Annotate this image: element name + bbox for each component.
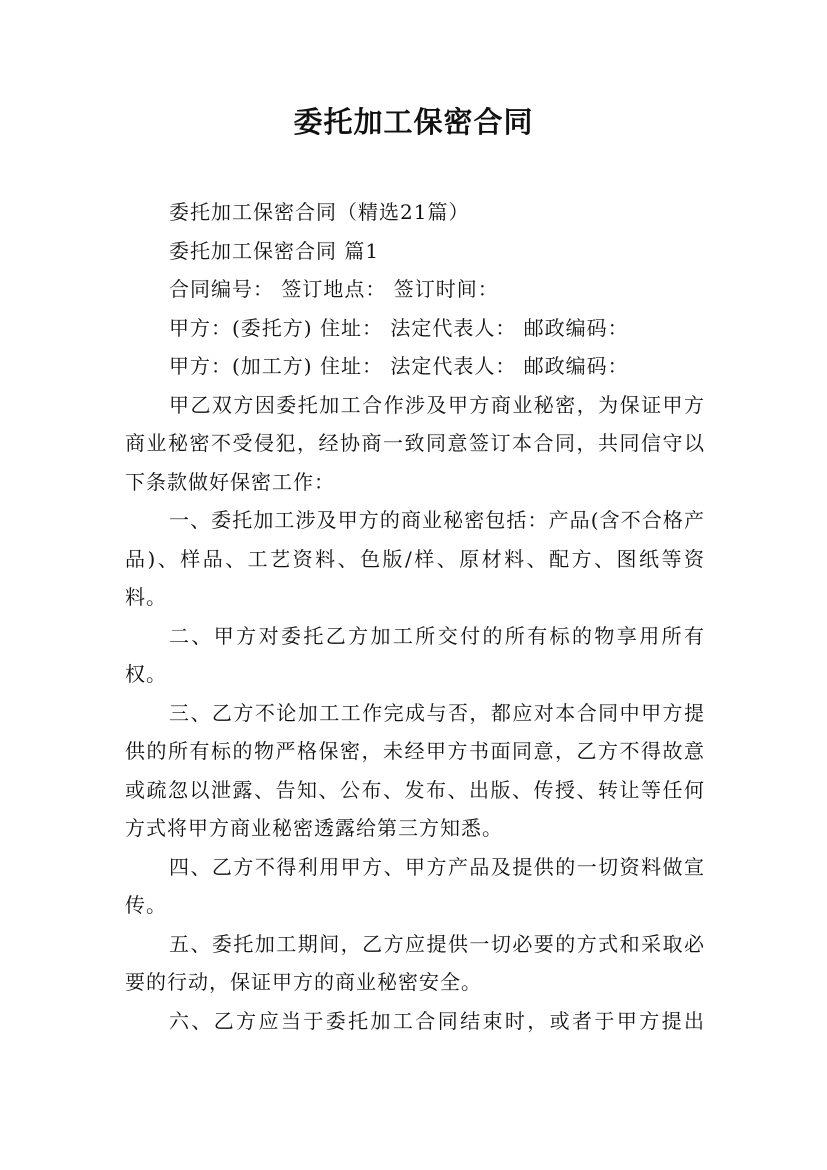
paragraph-clause-1: 一、委托加工涉及甲方的商业秘密包括：产品(含不合格产品)、样品、工艺资料、色版/样、原材料、配方、图纸等资料。 [125, 508, 705, 609]
paragraph-clause-3: 三、乙方不论加工工作完成与否，都应对本合同中甲方提供的所有标的物严格保密，未经甲方书面同意，乙方不得故意或疏忽以泄露、告知、公布、发布、出版、传授、转让等任何方式将甲方商业秘密透露给第三方知悉。 [125, 700, 705, 840]
document-subtitle: 委托加工保密合同（精选21篇） [169, 200, 470, 224]
section-heading: 委托加工保密合同 篇1 [169, 238, 380, 263]
party-b-line: 甲方：(加工方) 住址： 法定代表人： 邮政编码： [169, 354, 629, 378]
contract-info-line: 合同编号： 签订地点： 签订时间： [169, 277, 499, 301]
paragraph-clause-2: 二、甲方对委托乙方加工所交付的所有标的物享用所有权。 [125, 623, 705, 686]
document-title: 委托加工保密合同 [293, 105, 534, 139]
paragraph-clause-6: 六、乙方应当于委托加工合同结束时，或者于甲方提出 [169, 1008, 705, 1033]
paragraph-preamble: 甲乙双方因委托加工合作涉及甲方商业秘密，为保证甲方商业秘密不受侵犯，经协商一致同意签订本合同，共同信守以下条款做好保密工作： [125, 392, 705, 494]
paragraph-clause-5: 五、委托加工期间，乙方应提供一切必要的方式和采取必要的行动，保证甲方的商业秘密安全。 [125, 931, 705, 994]
document-body [125, 193, 705, 1040]
paragraph-clause-4: 四、乙方不得利用甲方、甲方产品及提供的一切资料做宣传。 [125, 854, 705, 917]
party-a-line: 甲方：(委托方) 住址： 法定代表人： 邮政编码： [169, 315, 629, 340]
